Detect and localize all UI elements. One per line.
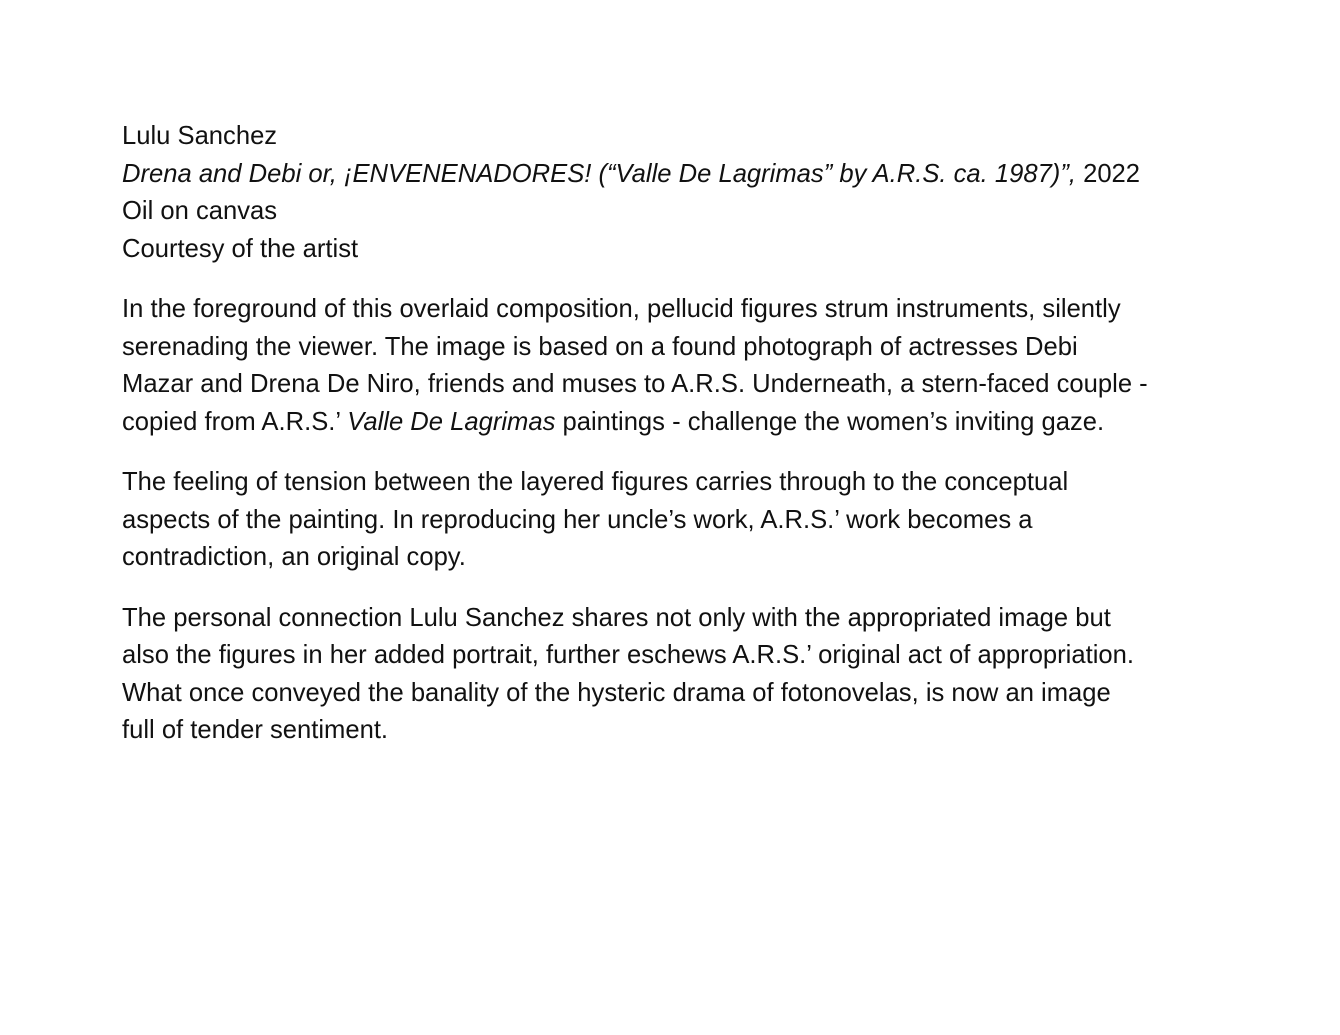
paragraph-line: also the figures in her added portrait, further eschews A.R.S.’ original act of appropriation. (122, 641, 1134, 669)
paragraph-line: Mazar and Drena De Niro, friends and muses to A.R.S. Underneath, a stern-faced couple - (122, 370, 1148, 398)
paragraph-line: The feeling of tension between the layered figures carries through to the conceptual (122, 468, 1069, 496)
artwork-medium: Oil on canvas (122, 197, 278, 225)
paragraph-line: aspects of the painting. In reproducing her uncle’s work, A.R.S.’ work becomes a (122, 505, 1033, 534)
paragraph-line: full of tender sentiment. (122, 716, 389, 744)
paragraph-text: paintings - challenge the women’s inviting gaze. (555, 407, 1105, 436)
artwork-credit: Courtesy of the artist (122, 234, 359, 263)
artwork-title: Drena and Debi or, ¡ENVENENADORES! (“Valle De Lagrimas” by A.R.S. ca. 1987)”, (122, 159, 1076, 188)
artist-name: Lulu Sanchez (122, 122, 278, 150)
description-paragraph-1 (122, 291, 1232, 441)
artwork-title-line (122, 156, 1232, 194)
paragraph-line: What once conveyed the banality of the hysteric drama of fotonovelas, is now an image (122, 678, 1111, 707)
paragraph-line: serenading the viewer. The image is based on a found photograph of actresses Debi (122, 332, 1078, 361)
artwork-caption (122, 118, 1232, 268)
description-paragraph-2 (122, 464, 1232, 577)
description-paragraph-3 (122, 600, 1232, 750)
wall-label-document (122, 118, 1232, 773)
paragraph-text: copied from A.R.S.’ (122, 407, 348, 436)
artwork-year: 2022 (1075, 159, 1141, 188)
paragraph-line: In the foreground of this overlaid composition, pellucid figures strum instruments, silently (122, 295, 1121, 323)
paragraph-line (122, 404, 1232, 442)
paragraph-line: contradiction, an original copy. (122, 543, 466, 571)
paragraph-line: The personal connection Lulu Sanchez shares not only with the appropriated image but (122, 603, 1111, 632)
series-title: Valle De Lagrimas (347, 407, 556, 436)
